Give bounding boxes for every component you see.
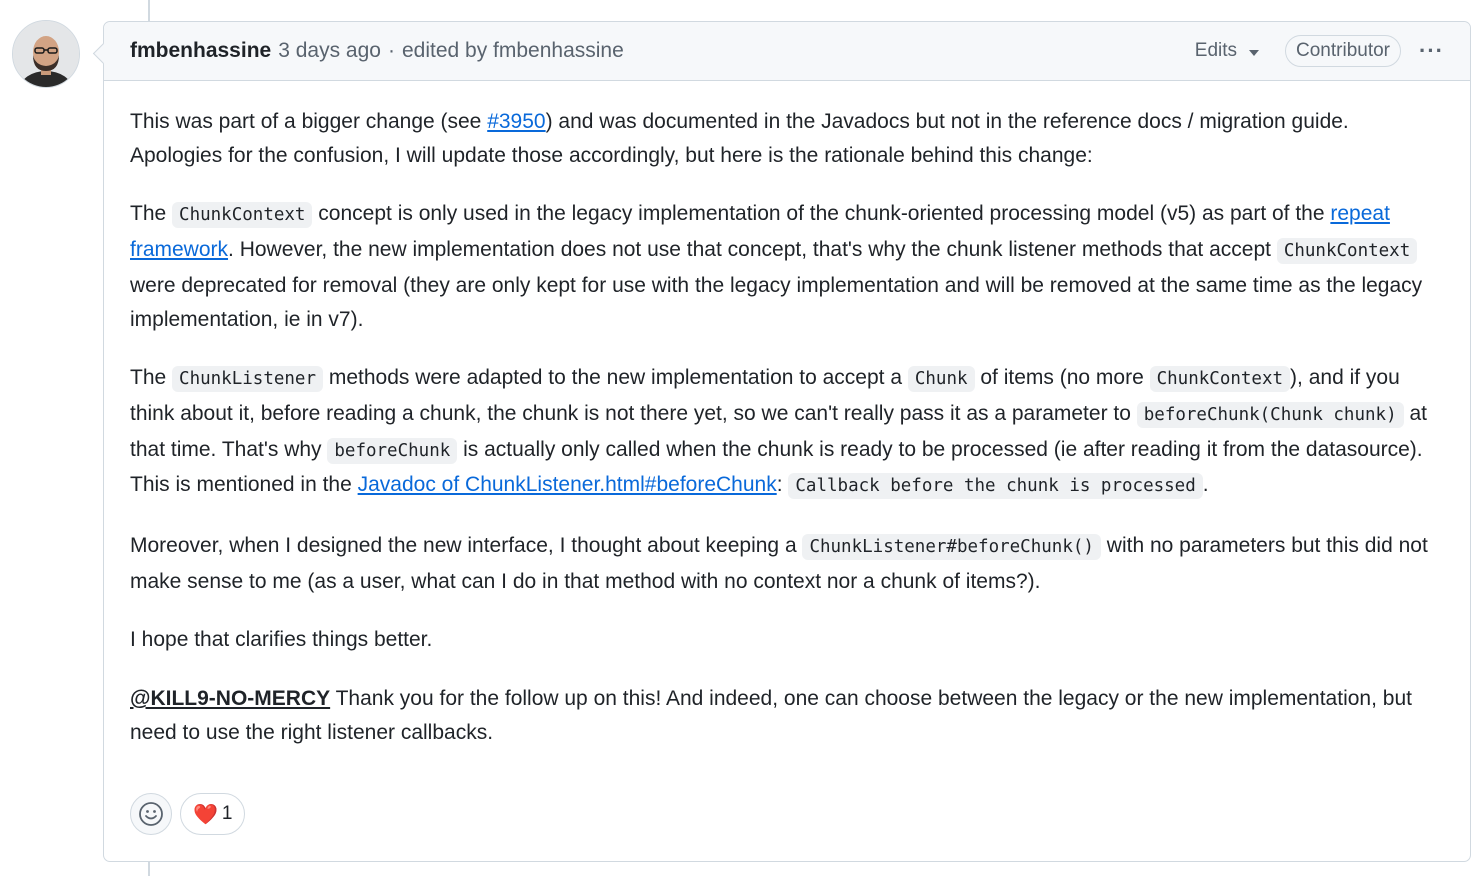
text: . However, the new implementation does not use that concept, that's why the chunk listener methods that accept — [228, 238, 1277, 262]
inline-code: ChunkListener — [172, 366, 323, 392]
text: I hope that clarifies things better. — [130, 628, 433, 652]
paragraph-1 — [130, 105, 1444, 172]
comment-header — [104, 22, 1470, 81]
smiley-icon — [138, 801, 164, 827]
inline-code: Callback before the chunk is processed — [788, 473, 1202, 499]
inline-code: beforeChunk(Chunk chunk) — [1137, 402, 1404, 428]
role-badge: Contributor — [1285, 35, 1401, 67]
text: The — [130, 202, 173, 226]
text: Moreover, when I designed the new interface, I thought about keeping a — [130, 534, 803, 558]
inline-code: ChunkContext — [1150, 366, 1290, 392]
comment-body — [104, 81, 1470, 750]
text: ), and if you think about it, before reading a chunk, the chunk is not there yet, so we can't really pass it as a parameter to — [130, 366, 1400, 425]
text: methods were adapted to the new implementation to accept a — [323, 366, 908, 390]
reactions-bar — [130, 793, 245, 835]
paragraph-5 — [130, 623, 1444, 657]
text: ) and was documented in the Javadocs but not in the reference docs / migration guide. Apologies for the confusion, I will update those accordingly, but here is the rationale behind this change: — [130, 110, 1349, 167]
inline-code: Chunk — [908, 366, 975, 392]
chevron-down-icon — [1249, 50, 1259, 56]
paragraph-2 — [130, 197, 1444, 336]
comment-box — [103, 21, 1471, 862]
heart-reaction-button[interactable] — [180, 793, 245, 835]
text: The — [130, 366, 173, 390]
edited-by: edited by fmbenhassine — [401, 39, 624, 62]
add-reaction-button[interactable] — [130, 793, 172, 835]
paragraph-4 — [130, 529, 1444, 598]
avatar[interactable] — [12, 20, 80, 88]
paragraph-6 — [130, 682, 1444, 749]
text: at that time. That's why — [130, 401, 1427, 461]
text: : — [776, 473, 789, 497]
header-actions — [1195, 35, 1444, 67]
heart-icon: ❤️ — [193, 803, 218, 826]
text: with no parameters but this did not make sense to me (as a user, what can I do in that method with no context nor a chunk of items?). — [130, 534, 1428, 593]
text: of items (no more — [974, 366, 1150, 390]
text: concept is only used in the legacy implementation of the chunk-oriented processing model (v5) as part of the — [312, 202, 1331, 226]
text: is actually only called when the chunk is ready to be processed (ie after reading it from the datasource). This is mentioned in the — [130, 437, 1423, 497]
avatar-image — [13, 21, 79, 87]
paragraph-3 — [130, 361, 1444, 504]
text: . — [1202, 473, 1209, 497]
edits-dropdown[interactable] — [1195, 40, 1259, 62]
text: This was part of a bigger change (see — [130, 110, 488, 133]
text: Thank you for the follow up on this! And indeed, one can choose between the legacy or the new implementation, but need to use the right listener callbacks. — [130, 687, 1412, 744]
inline-code: ChunkListener#beforeChunk() — [802, 534, 1100, 560]
comment-time[interactable]: 3 days ago — [278, 39, 381, 62]
meta-separator: · — [387, 39, 395, 62]
javadoc-link[interactable]: Javadoc of ChunkListener.html#beforeChunk — [357, 473, 777, 497]
repeat-framework-link[interactable]: repeat framework — [130, 202, 1390, 262]
inline-code: beforeChunk — [327, 438, 457, 464]
more-options-icon[interactable]: ··· — [1419, 38, 1444, 63]
user-mention[interactable]: @KILL9-NO-MERCY — [130, 687, 331, 711]
comment-author[interactable]: fmbenhassine — [130, 39, 272, 62]
text: were deprecated for removal (they are only kept for use with the legacy implementation and will be removed at the same time as the legacy implementation, ie in v7). — [130, 273, 1423, 331]
heart-count: 1 — [221, 803, 233, 824]
issue-link[interactable]: #3950 — [487, 110, 546, 133]
inline-code: ChunkContext — [1277, 238, 1417, 264]
inline-code: ChunkContext — [172, 202, 312, 228]
edits-label: Edits — [1194, 40, 1238, 61]
